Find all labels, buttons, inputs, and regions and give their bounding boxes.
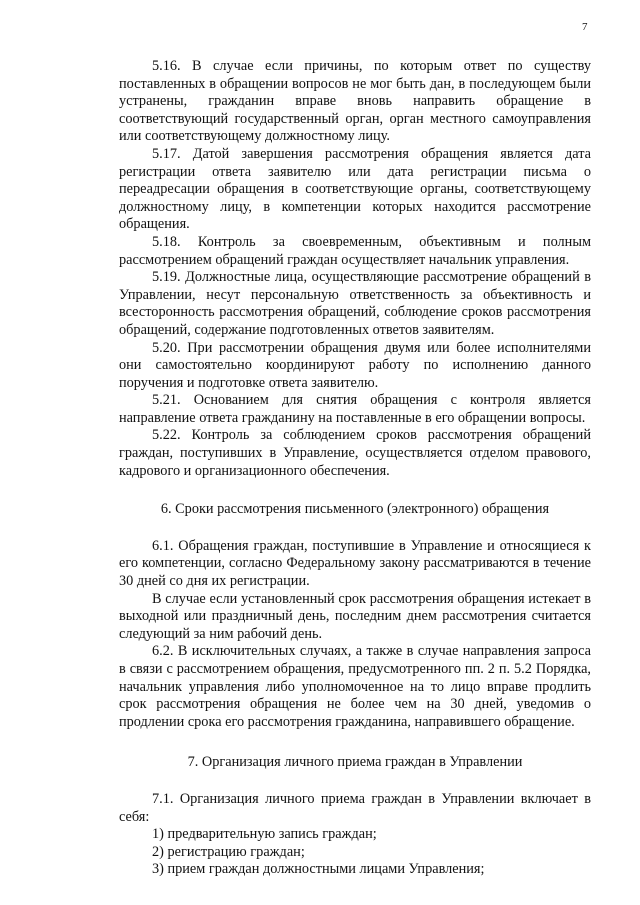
paragraph-5-19: 5.19. Должностные лица, осуществляющие рассмотрение обращений в Управлении, несут персональную ответственность за объективность и всесторонность рассмотрения обращений, соблюдение сроков рассмотрения обращений, содержание подготовленных ответов заявителям. [119, 269, 591, 338]
paragraph-6-2: 6.2. В исключительных случаях, а также в случае направления запроса в связи с рассмотрением обращения, предусмотренного пп. 2 п. 5.2 Порядка, начальник управления либо уполномоченное на то лицо вправе продлить срок рассмотрения обращения не более чем на 30 дней, уведомив о продлении срока его рассмотрения гражданина, направившего обращение. [119, 643, 591, 730]
paragraph-5-17: 5.17. Датой завершения рассмотрения обращения является дата регистрации ответа заявителю или дата регистрации письма о переадресации обращения в соответствующие органы, соответствующему должностному лицу, в компетенции которых находится рассмотрение обращения. [119, 145, 591, 233]
list-item: 3) прием граждан должностными лицами Управления; [152, 861, 485, 878]
section-7-heading: 7. Организация личного приема граждан в Управлении [187, 754, 523, 771]
list-item: 2) регистрацию граждан; [152, 843, 305, 860]
paragraph-6-1: 6.1. Обращения граждан, поступившие в Управление и относящиеся к его компетенции, согласно Федеральному закону рассматриваются в течение 30 дней со дня их регистрации. [119, 537, 591, 590]
section-6-heading: 6. Сроки рассмотрения письменного (электронного) обращения [160, 501, 550, 518]
list-item: 1) предварительную запись граждан; [152, 826, 377, 843]
paragraph-5-22: 5.22. Контроль за соблюдением сроков рассмотрения обращений граждан, поступивших в Управление, осуществляется отделом правового, кадрового и организационного обеспечения. [119, 427, 591, 479]
paragraph-5-16: 5.16. В случае если причины, по которым ответ по существу поставленных в обращении вопросов не мог быть дан, в последующем были устранены, гражданин вправе вновь направить обращение в соответствующий государственный орган, орган местного самоуправления или соответствующему должностному лицу. [119, 58, 591, 145]
reception-steps-list [119, 826, 591, 879]
paragraph-7-1: 7.1. Организация личного приема граждан в Управлении включает в себя: [119, 790, 591, 825]
page-number: 7 [582, 21, 588, 33]
paragraph-5-20: 5.20. При рассмотрении обращения двумя или более исполнителями они самостоятельно координируют работу по исполнению данного поручения и подготовке ответа заявителю. [119, 339, 591, 391]
paragraph-6-1-weekend: В случае если установленный срок рассмотрения обращения истекает в выходной или праздничный день, последним днем рассмотрения считается следующий за ним рабочий день. [119, 590, 591, 642]
paragraph-5-18: 5.18. Контроль за своевременным, объективным и полным рассмотрением обращений граждан осуществляет начальник управления. [119, 233, 591, 268]
paragraph-5-21: 5.21. Основанием для снятия обращения с контроля является направление ответа гражданину на поставленные в его обращении вопросы. [119, 392, 591, 426]
document-body [119, 58, 591, 879]
